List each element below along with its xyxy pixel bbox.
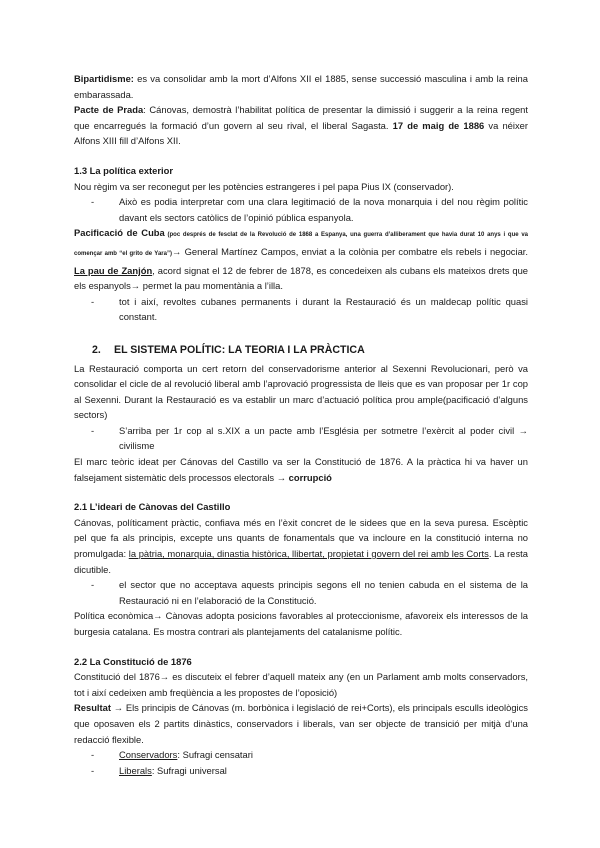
paragraph-text: : Cánovas, demostrà l’habilitat política de presentar la dimissió i suggerir a la reina regent que encarregués la formació d’un govern al seu rival, el liberal Sagasta. (74, 104, 528, 131)
section-number: 2. (92, 343, 101, 356)
bullet-dash: - (91, 749, 95, 761)
paragraph: Política econòmica→ Cànovas adopta posicions favorables al proteccionisme, afavoreix els interessos de la burgesia catalana. Es mostra contrari als plantejaments del catalanisme polític. (74, 610, 528, 637)
bullet-dash: - (91, 196, 95, 208)
paragraph: La Restauració comporta un cert retorn del conservadorisme anterior al Sexenni Revolucionari, però va consolidar el cicle de al revolució liberal amb l’aprovació progressista de lleis que es van proposar per 1r cop al Sexenni. Durant la Restauració es va establir un marc d’actuació política prou ample(pacificació d’alguns sectors) (74, 362, 528, 421)
section-heading-2-2: 2.2 La Constitució de 1876 (74, 655, 192, 667)
paragraph-text: va néixer Alfons XIII fill d’Alfons XII. (74, 119, 528, 147)
list-item-value: : Sufragi censatari (177, 749, 253, 761)
list-item-text (119, 763, 528, 779)
list-item (74, 194, 528, 225)
paragraph-bipartidisme (74, 71, 528, 102)
paragraph-text: El marc teòric ideat per Cánovas del Castillo va ser la Constitució de 1876. A la pràctica hi va haver un falsejament sistemàtic dels processos electorals → (74, 456, 528, 483)
paragraph-text: Cánovas, políticament pràctic, confiava més en l’èxit concret de le sidees que en la seva puresa. Escèptic pel que fa als principis, excepte uns quants de fonamentals que va incloure en la constitució interna no promulgada: (74, 516, 528, 560)
paragraph-text: . La resta dicutible. (74, 548, 528, 575)
bullet-dash: - (91, 579, 95, 591)
paragraph (74, 454, 528, 485)
underlined-term: La pau de Zanjón (74, 264, 153, 276)
list-item-text: Això es podia interpretar com una clara legitimació de la nova monarquia i del nou règim polític davant els sectors catòlics de l’opinió pública espanyola. (119, 196, 528, 223)
paragraph: Constitució del 1876→ es discuteix el febrer d’aquell mateix any (en un Parlament amb molts conservadors, tot i així cedeixen amb freqüència a les propostes de l’oposició) (74, 671, 528, 698)
paragraph-pacte-de-prada (74, 102, 528, 149)
term-label: Resultat (74, 702, 111, 714)
paragraph-text: → General Martínez Campos, enviat a la colònia per combatre els rebels i negociar. (171, 245, 528, 257)
list-item (74, 423, 528, 454)
paragraph (74, 515, 528, 577)
small-note: (poc després de fesclat de la Revolució de 1868 a Espanya, una guerra d’alliberament que havia durat 10 anys i que va començar amb “el grito de Yara”) (74, 232, 529, 257)
bullet-dash: - (91, 764, 95, 776)
section-heading-2-1: 2.1 L’ideari de Cànovas del Castillo (74, 501, 231, 513)
paragraph-text: , acord signat el 12 de febrer de 1878, es concedeixen als cubans els mateixos drets que els espanyols→ permet la pau momentània a l’illa. (74, 264, 528, 292)
list-item-value: : Sufragi universal (151, 764, 227, 776)
list-item-text: tot i així, revoltes cubanes permanents i durant la Restauració és un maldecap polític quasi constant. (119, 295, 528, 323)
list-item (74, 747, 528, 763)
bullet-dash: - (91, 295, 95, 307)
list-item-text: el sector que no acceptava aquests principis segons ell no tenien cabuda en el sistema de la Restauració ni en l’elaboració de la Constitució. (119, 579, 528, 606)
section-heading-1-3: 1.3 La política exterior (74, 164, 173, 176)
underlined-principles: la pàtria, monarquia, dinastia històrica, llibertat, propietat i govern del rei amb les Corts (128, 548, 489, 560)
section-heading-2 (74, 343, 528, 359)
list-item (74, 763, 528, 779)
term-label: Pacte de Prada (74, 104, 144, 116)
list-item (74, 294, 528, 325)
underlined-term: Liberals (119, 764, 152, 776)
bullet-dash: - (91, 424, 95, 436)
bold-date: 17 de maig de 1886 (392, 119, 485, 131)
term-label: Bipartidisme: (74, 73, 134, 84)
term-label: Pacificació de Cuba (74, 227, 165, 239)
list-item (74, 577, 528, 608)
paragraph-resultat (74, 700, 528, 747)
paragraph: Nou règim va ser reconegut per les potències estrangeres i pel papa Pius IX (conservador). (74, 180, 454, 192)
paragraph-cuba (74, 225, 528, 293)
bold-term: corrupció (288, 471, 332, 483)
list-item-text: S’arriba per 1r cop al s.XIX a un pacte amb l’Església per sotmetre l’exèrcit al poder civil → civilisme (119, 424, 528, 452)
underlined-term: Conservadors (119, 749, 178, 761)
paragraph-text: → Els principis de Cánovas (m. borbònica i legislació de rei+Corts), els principals esculls ideològics que oposaven els 2 partits dinàstics, conservadors i liberals, van ser objecte de transició per mitjà d’una redacció flexible. (74, 702, 528, 745)
paragraph-text: es va consolidar amb la mort d’Alfons XII el 1885, sense successió masculina i amb la reina embarassada. (74, 73, 528, 100)
section-title: EL SISTEMA POLÍTIC: LA TEORIA I LA PRÀCTICA (114, 343, 365, 356)
list-item-text (119, 747, 528, 763)
